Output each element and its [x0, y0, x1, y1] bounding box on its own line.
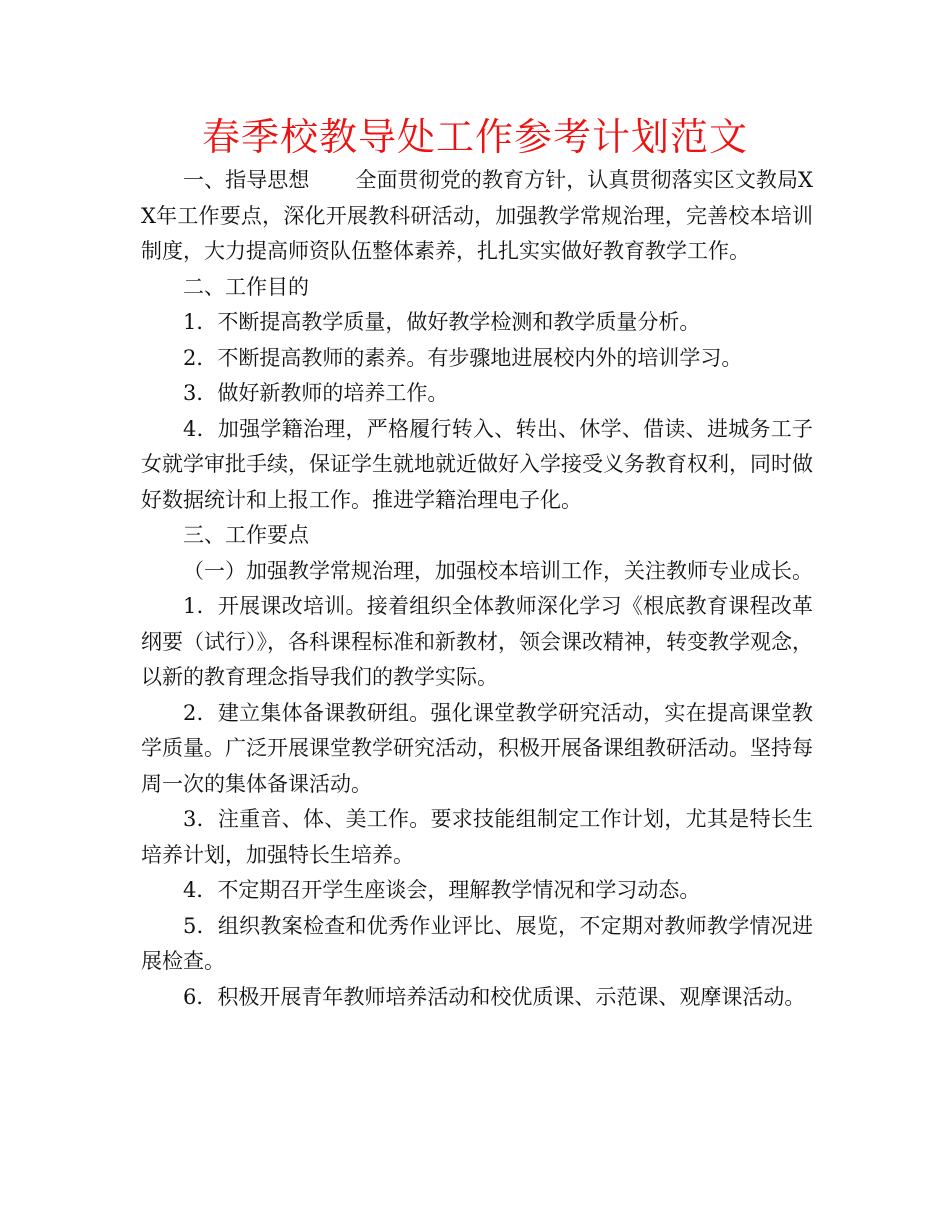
section3-item: 2．建立集体备课教研组。强化课堂教学研究活动，实在提高课堂教学质量。广泛开展课堂教学研究活动，积极开展备课组教研活动。坚持每周一次的集体备课活动。 [141, 700, 813, 796]
section1-paragraph [141, 163, 813, 270]
section2-heading: 二、工作目的 [183, 274, 309, 299]
section2-item: 3．做好新教师的培养工作。 [183, 381, 449, 405]
section2-item: 4．加强学籍治理，严格履行转入、转出、休学、借读、进城务工子女就学审批手续，保证学生就地就近做好入学接受义务教育权利，同时做好数据统计和上报工作。推进学籍治理电子化。 [141, 416, 813, 512]
section2-item: 1．不断提高教学质量，做好教学检测和教学质量分析。 [183, 310, 701, 334]
document-body [141, 163, 813, 1015]
section3-heading: 三、工作要点 [183, 523, 309, 547]
section3-item: 4．不定期召开学生座谈会，理解教学情况和学习动态。 [183, 878, 701, 902]
section3-subheading: （一）加强教学常规治理，加强校本培训工作，关注教师专业成长。 [183, 558, 813, 583]
section3-item: 3．注重音、体、美工作。要求技能组制定工作计划，尤其是特长生培养计划，加强特长生培养。 [141, 807, 813, 867]
section3-item: 5．组织教案检查和优秀作业评比、展览，不定期对教师教学情况进展检查。 [141, 913, 813, 973]
section1-heading: 一、指导思想 [183, 168, 310, 192]
section1-text: 全面贯彻党的教育方针，认真贯彻落实区文教局XX年工作要点，深化开展教科研活动，加强教学常规治理，完善校本培训制度，大力提高师资队伍整体素养，扎扎实实做好教育教学工作。 [141, 168, 814, 263]
document-title: 春季校教导处工作参考计划范文 [201, 115, 748, 159]
section3-item: 1．开展课改培训。接着组织全体教师深化学习《根底教育课程改革纲要（试行）》，各科课程标准和新教材，领会课改精神，转变教学观念，以新的教育理念指导我们的教学实际。 [141, 594, 813, 689]
section3-item: 6．积极开展青年教师培养活动和校优质课、示范课、观摩课活动。 [183, 984, 806, 1009]
section2-item: 2．不断提高教师的素养。有步骤地进展校内外的培训学习。 [183, 345, 743, 370]
